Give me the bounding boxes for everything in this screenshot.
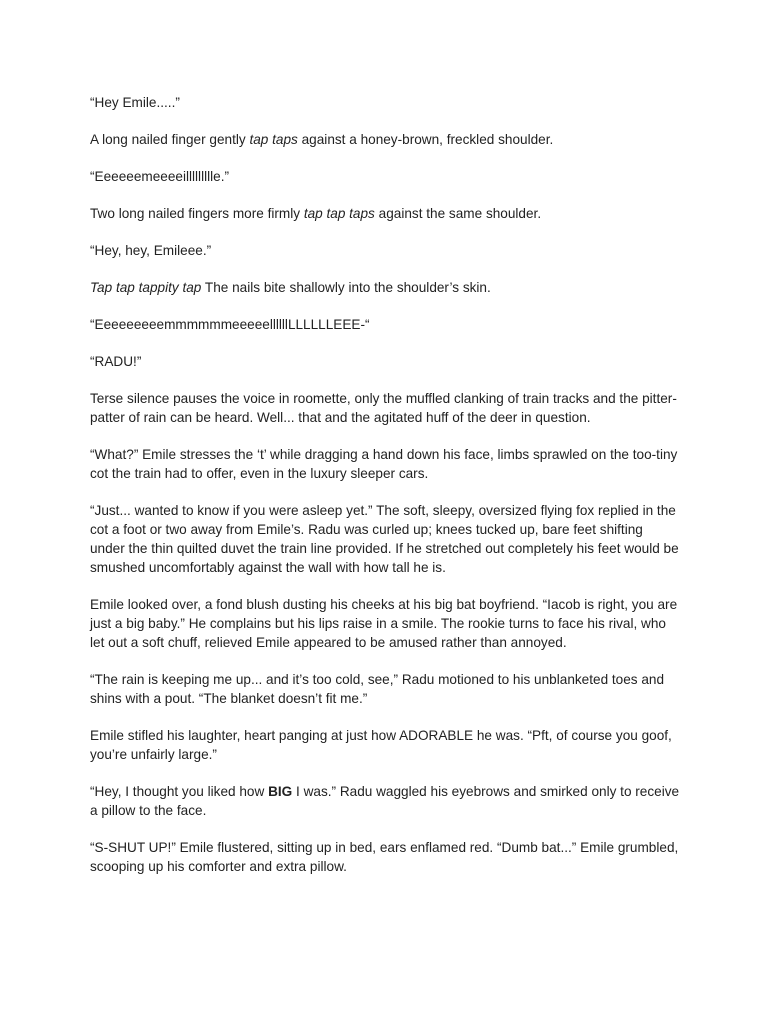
document-body [90,93,680,894]
paragraph [90,130,680,149]
italic-text: tap tap taps [303,206,375,221]
paragraph [90,167,680,186]
text-run: “S-SHUT UP!” Emile flustered, sitting up in bed, ears enflamed red. “Dumb bat...” Emile grumbled, scooping up his comforter and extra pillow. [90,840,679,874]
paragraph [90,501,680,577]
paragraph [90,241,680,260]
text-run: The nails bite shallowly into the shoulder’s skin. [201,280,491,295]
text-run: against the same shoulder. [374,206,542,221]
paragraph [90,838,680,876]
paragraph [90,782,680,820]
text-run: I was.” Radu waggled his eyebrows and smirked only to receive a pillow to the face. [90,784,680,818]
text-run: “What?” Emile stresses the ‘t’ while dragging a hand down his face, limbs sprawled on the too-tiny cot the train had to offer, even in the luxury sleeper cars. [90,447,678,481]
text-run: Emile looked over, a fond blush dusting his cheeks at his big bat boyfriend. “Iacob is right, you are just a big baby.” He complains but his lips raise in a smile. The rookie turns to face his rival, who let out a soft chuff, relieved Emile appeared to be amused rather than annoyed. [90,597,678,650]
text-run: Terse silence pauses the voice in roomette, only the muffled clanking of train tracks and the pitter-patter of rain can be heard. Well... that and the agitated huff of the deer in question. [90,391,677,425]
text-run: “Eeeeeemeeeeillllllllle.” [90,169,230,184]
text-run: against a honey-brown, freckled shoulder. [297,132,554,147]
text-run: “Hey Emile.....” [90,95,180,110]
paragraph [90,726,680,764]
paragraph [90,389,680,427]
text-run: “EeeeeeeeemmmmmmeeeeellllllLLLLLLEEE-“ [90,317,370,332]
paragraph [90,352,680,371]
text-run: “RADU!” [90,354,142,369]
italic-text: tap taps [249,132,298,147]
text-run: Two long nailed fingers more firmly [90,206,304,221]
text-run: “The rain is keeping me up... and it’s too cold, see,” Radu motioned to his unblanketed toes and shins with a pout. “The blanket doesn’t fit me.” [90,672,665,706]
text-run: Emile stifled his laughter, heart panging at just how ADORABLE he was. “Pft, of course you goof, you’re unfairly large.” [90,728,672,762]
paragraph [90,93,680,112]
italic-text: Tap tap tappity tap [90,280,202,295]
paragraph [90,315,680,334]
text-run: “Hey, hey, Emileee.” [90,243,212,258]
paragraph [90,445,680,483]
paragraph [90,204,680,223]
text-run: “Just... wanted to know if you were asleep yet.” The soft, sleepy, oversized flying fox replied in the cot a foot or two away from Emile’s. Radu was curled up; knees tucked up, bare feet shifting under the thin quilted duvet the train line provided. If he stretched out completely his feet would be smushed uncomfortably against the wall with how tall he is. [90,503,679,575]
text-run: “Hey, I thought you liked how [90,784,269,799]
text-run: A long nailed finger gently [90,132,250,147]
paragraph [90,278,680,297]
bold-text: BIG [268,784,293,799]
paragraph [90,670,680,708]
paragraph [90,595,680,652]
